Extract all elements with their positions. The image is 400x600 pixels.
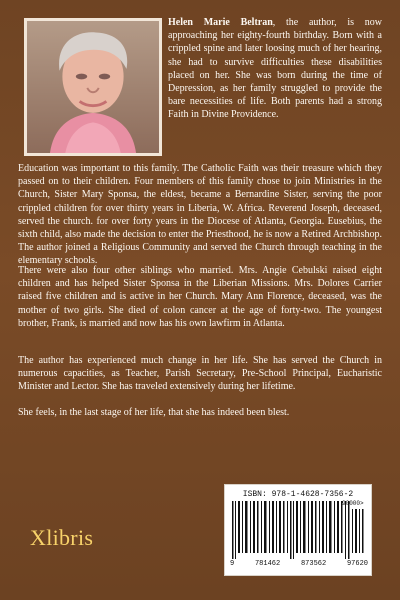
publisher-logo: Xlibris <box>30 525 94 550</box>
author-name: Helen Marie Beltran <box>168 17 273 28</box>
changes-paragraph: The author has experienced much change in her life. She has served the Church in numerous capacities, as Teacher, Parish Secretary, Pre-School Principal, Eucharistic Minister and Lector. She has traveled extensively during her lifetime. <box>18 355 382 393</box>
barcode-digit-group-1: 9 <box>230 560 235 568</box>
price-addon: 90000> <box>342 500 364 507</box>
isbn-label: ISBN: 978-1-4628-7356-2 <box>242 490 354 499</box>
final-paragraph: She feels, in the last stage of her life, that she has indeed been blest. <box>18 407 290 418</box>
intro-paragraph <box>168 16 382 122</box>
barcode-digits <box>230 560 368 568</box>
education-paragraph: Education was important to this family. The Catholic Faith was their treasure which they passed on to their children. Four members of this family chose to join Ministries in the Church, Sister Mary Sponsa, the eldest, became a Bernardine Sister, serving the poor crippled children for over thirty years in Liberia, W. Africa. Reverend Joseph, deceased, served the church. for over forty years in the Diocese of Atlanta, Georgia. Eusebius, the sixth child, also made the decision to enter the Priesthood, he is now a Retired Archbishop. The author joined a Religious Community and served the Church through teaching in the elementary schools. <box>18 163 382 267</box>
barcode-digit-group-4: 97620 <box>346 560 368 568</box>
barcode-digit-group-3: 873562 <box>300 560 327 568</box>
siblings-paragraph: There were also four other siblings who married. Mrs. Angie Cebulski raised eight children and has helped Sister Sponsa in the Liberian Missions. Mrs. Dolores Carrier raised five children and is active in her Church. Mary Ann Florence, deceased, was the mother of two girls. She died of colon cancer at the age of forty-two. The youngest brother, Frank, is married and now has his own lawfirm in Atlanta. <box>18 265 382 329</box>
isbn-barcode <box>232 501 365 559</box>
intro-text: , the author, is now approaching her eighty-fourth birthday. Born with a crippled spine and later loosing much of her hearing, she had to survive difficulties these disabilities placed on her. She was born during the time of Depression, as her family struggled to provide the bare necessities of life. Both parents had a strong Faith in Divine Providence. <box>168 17 382 121</box>
author-photo <box>24 18 162 156</box>
barcode-digit-group-2: 781462 <box>254 560 281 568</box>
author-portrait-graphic <box>27 21 159 153</box>
